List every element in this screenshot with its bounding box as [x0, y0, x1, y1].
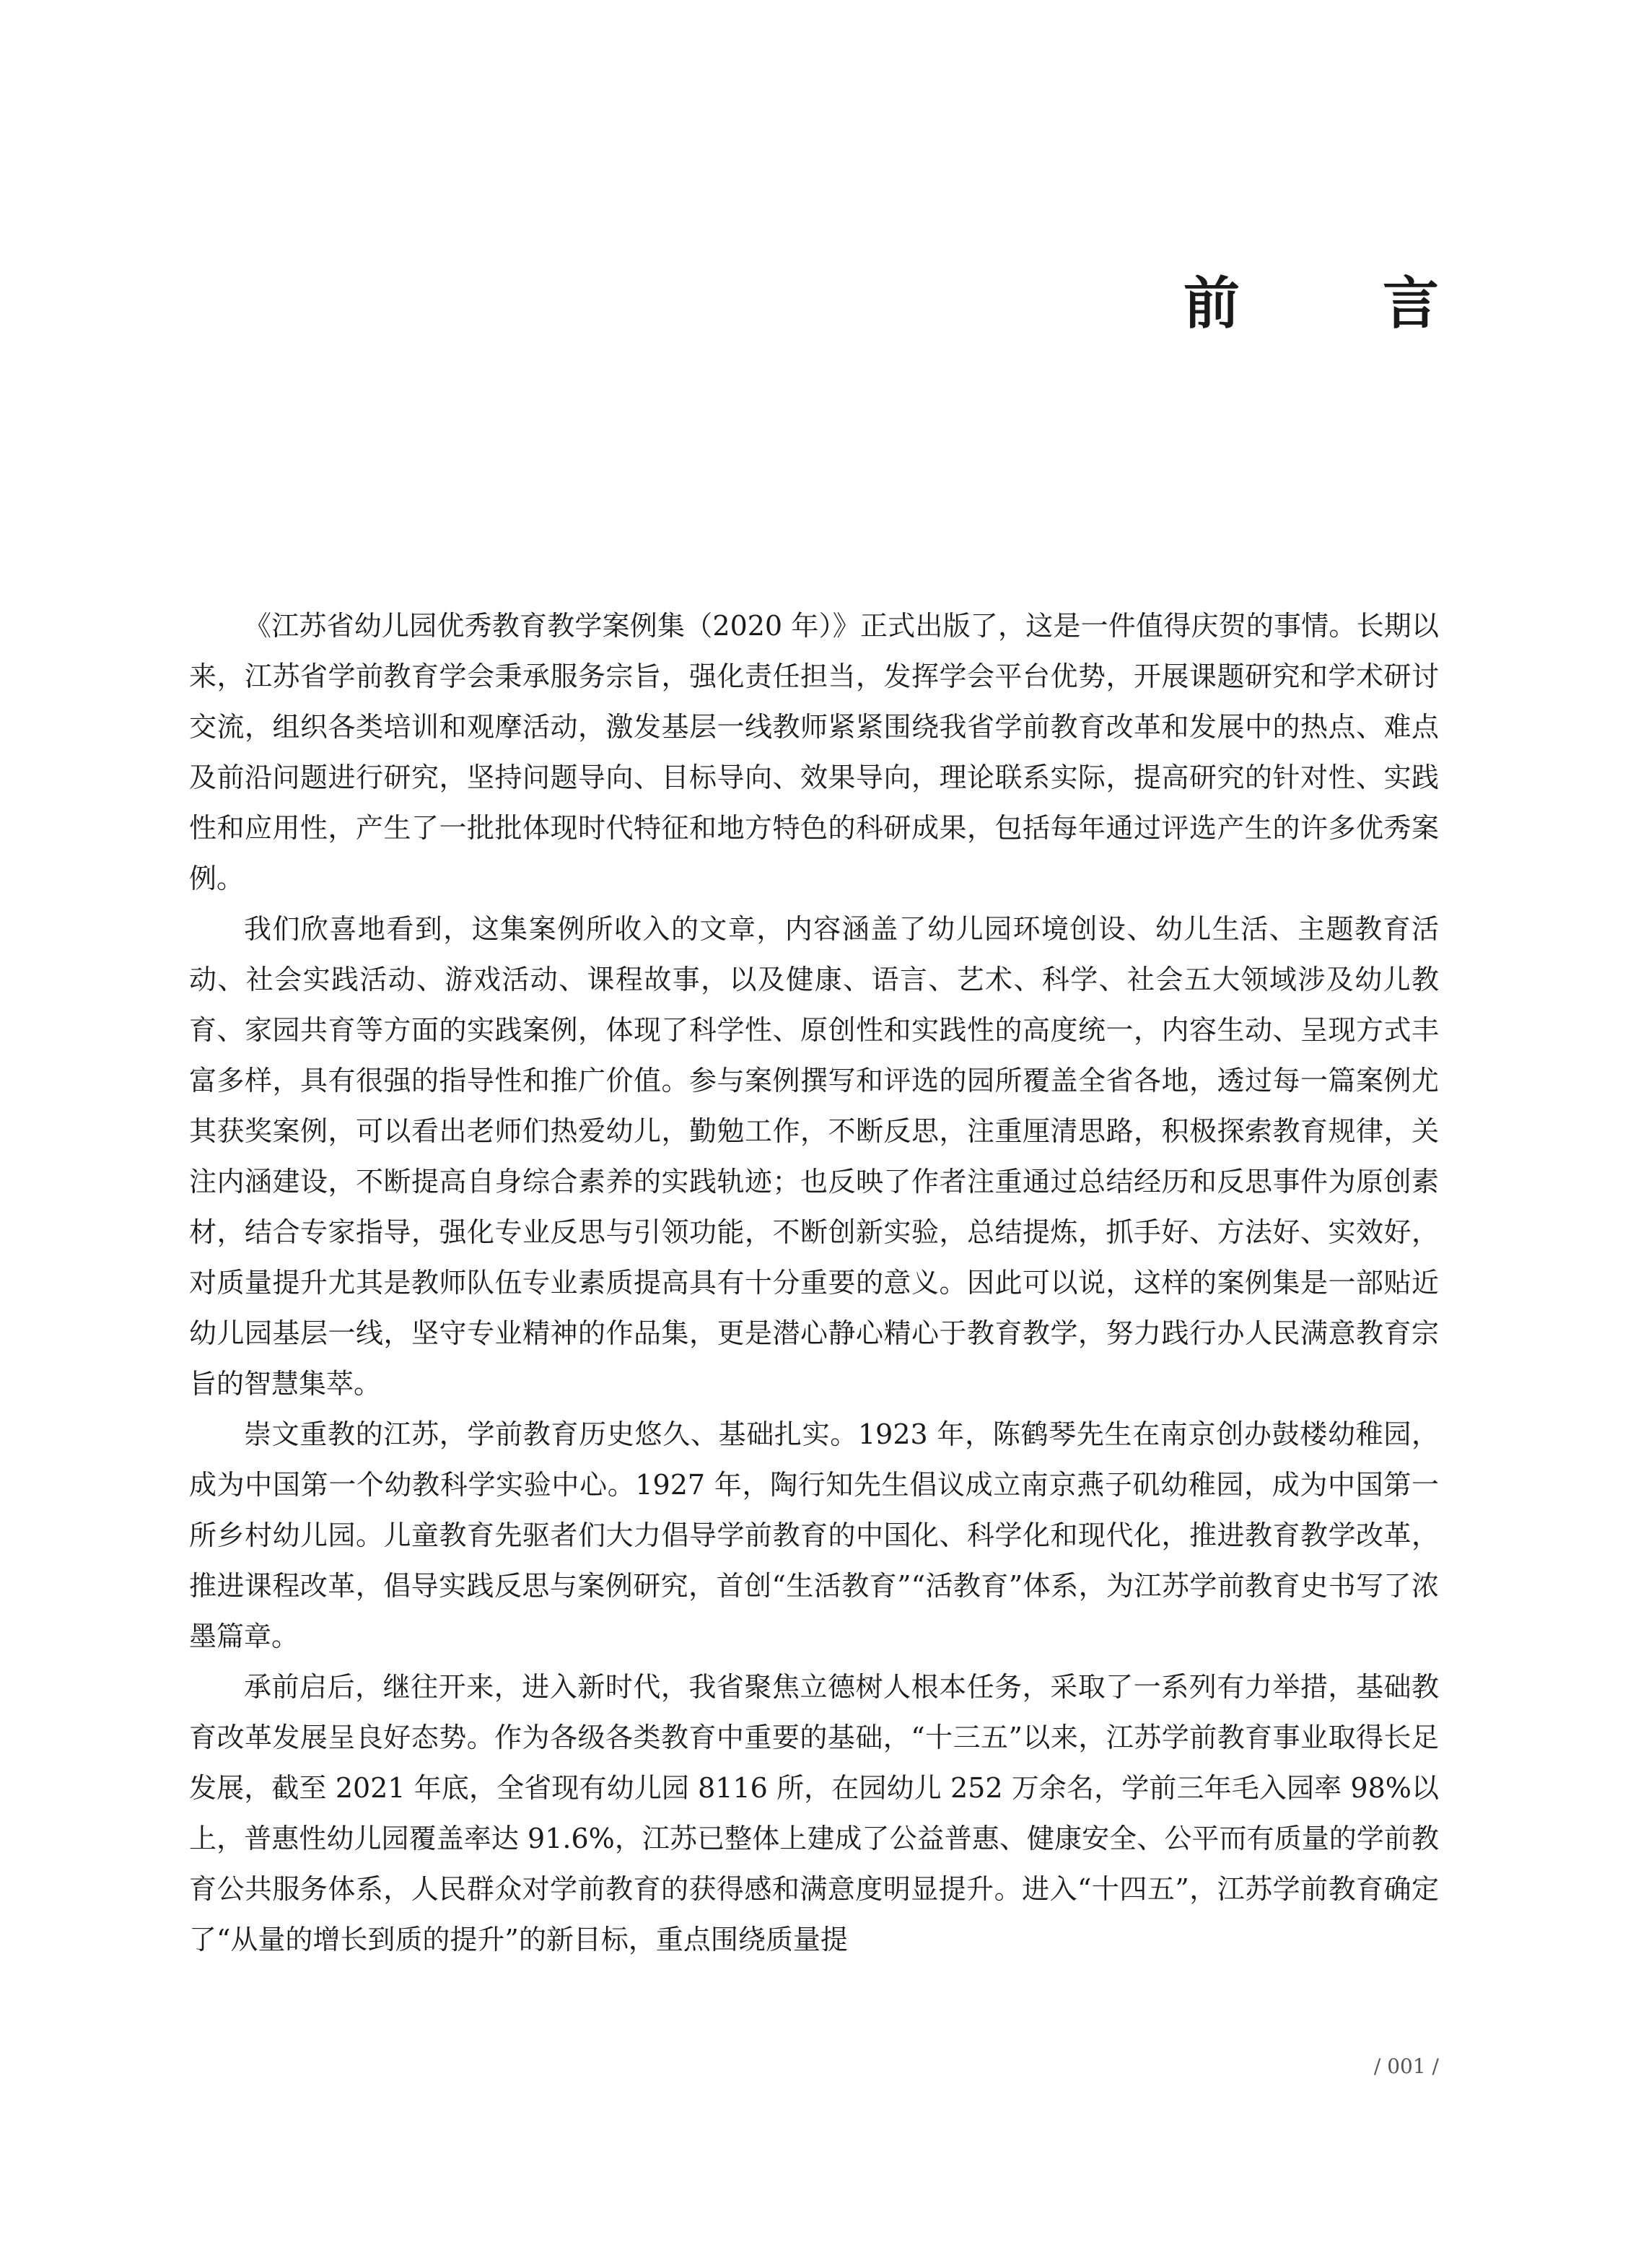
preface-body [189, 601, 1439, 1965]
paragraph-4: 承前启后，继往开来，进入新时代，我省聚焦立德树人根本任务，采取了一系列有力举措，基础教育改革发展呈良好态势。作为各级各类教育中重要的基础，“十三五”以来，江苏学前教育事业取得长足发展，截至 2021 年底，全省现有幼儿园 8116 所，在园幼儿 252 万余名，学前三年毛入园率 98%以上，普惠性幼儿园覆盖率达 91.6%，江苏已整体上建成了公益普惠、健康安全、公平而有质量的学前教育公共服务体系，人民群众对学前教育的获得感和满意度明显提升。进入“十四五”，江苏学前教育确定了“从量的增长到质的提升”的新目标，重点围绕质量提 [189, 1671, 1439, 1955]
paragraph-1: 《江苏省幼儿园优秀教育教学案例集（2020 年）》正式出版了，这是一件值得庆贺的事情。长期以来，江苏省学前教育学会秉承服务宗旨，强化责任担当，发挥学会平台优势，开展课题研究和学术研讨交流，组织各类培训和观摩活动，激发基层一线教师紧紧围绕我省学前教育改革和发展中的热点、难点及前沿问题进行研究，坚持问题导向、目标导向、效果导向，理论联系实际，提高研究的针对性、实践性和应用性，产生了一批批体现时代特征和地方特色的科研成果，包括每年通过评选产生的许多优秀案例。 [189, 610, 1439, 894]
paragraph-2: 我们欣喜地看到，这集案例所收入的文章，内容涵盖了幼儿园环境创设、幼儿生活、主题教育活动、社会实践活动、游戏活动、课程故事，以及健康、语言、艺术、科学、社会五大领域涉及幼儿教育、家园共育等方面的实践案例，体现了科学性、原创性和实践性的高度统一，内容生动、呈现方式丰富多样，具有很强的指导性和推广价值。参与案例撰写和评选的园所覆盖全省各地，透过每一篇案例尤其获奖案例，可以看出老师们热爱幼儿，勤勉工作，不断反思，注重厘清思路，积极探索教育规律，关注内涵建设，不断提高自身综合素养的实践轨迹；也反映了作者注重通过总结经历和反思事件为原创素材，结合专家指导，强化专业反思与引领功能，不断创新实验，总结提炼，抓手好、方法好、实效好，对质量提升尤其是教师队伍专业素质提高具有十分重要的意义。因此可以说，这样的案例集是一部贴近幼儿园基层一线，坚守专业精神的作品集，更是潜心静心精心于教育教学，努力践行办人民满意教育宗旨的智慧集萃。 [189, 913, 1439, 1400]
paragraph-3: 崇文重教的江苏，学前教育历史悠久、基础扎实。1923 年，陈鹤琴先生在南京创办鼓楼幼稚园，成为中国第一个幼教科学实验中心。1927 年，陶行知先生倡议成立南京燕子矶幼稚园，成为中国第一所乡村幼儿园。儿童教育先驱者们大力倡导学前教育的中国化、科学化和现代化，推进教育教学改革，推进课程改革，倡导实践反思与案例研究，首创“生活教育”“活教育”体系，为江苏学前教育史书写了浓墨篇章。 [189, 1418, 1439, 1652]
page-title: 前 言 [1183, 271, 1482, 337]
page-number: / 001 / [1373, 2054, 1439, 2078]
